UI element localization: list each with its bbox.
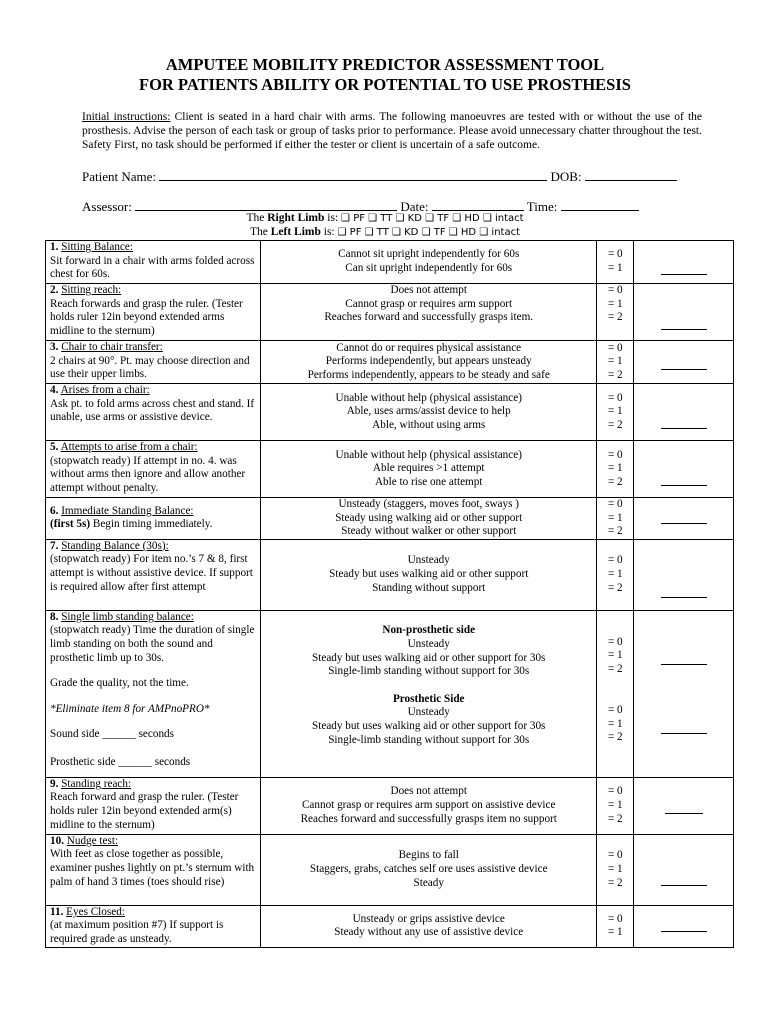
item-5-option-2: Able to rise one attempt	[374, 475, 483, 488]
item-8-p-option-0: Unsteady	[407, 706, 450, 719]
item-row-4	[46, 384, 734, 441]
item-4-question	[46, 384, 261, 441]
item-2-option-0: Does not attempt	[390, 284, 467, 296]
item-8-sound-side[interactable]: Sound side ______ seconds	[50, 728, 174, 741]
item-8-prosthetic-heading: Prosthetic Side	[392, 692, 465, 705]
item-7-option-0: Unsteady	[407, 554, 450, 567]
item-8-grade-note: Grade the quality, not the time.	[50, 677, 189, 690]
item-9-desc: Reach forward and grasp the ruler. (Tester holds ruler 12in beyond extended arm(s) midline to the sternum)	[50, 791, 239, 831]
item-3-score-blank[interactable]	[634, 341, 734, 384]
item-4-option-1: Able, uses arms/assist device to help	[346, 405, 511, 418]
item-1-options	[261, 241, 597, 284]
item-11-option-0: Unsteady or grips assistive device	[352, 912, 505, 925]
item-4-score-2: = 2	[607, 418, 623, 431]
item-6-scores	[597, 498, 634, 540]
item-4-option-0: Unable without help (physical assistance)	[335, 391, 522, 404]
item-8-eliminate-note: *Eliminate item 8 for AMPnoPRO*	[50, 702, 210, 715]
item-1-number: 1.	[50, 241, 59, 253]
item-5-options	[261, 441, 597, 498]
item-11-question	[46, 905, 261, 947]
item-2-option-1: Cannot grasp or requires arm support	[345, 297, 513, 310]
item-11-title: Eyes Closed:	[66, 905, 125, 918]
item-8-prosthetic-side[interactable]: Prosthetic side ______ seconds	[50, 755, 191, 768]
item-9-title: Standing reach:	[61, 777, 132, 790]
item-6-title: Immediate Standing Balance:	[61, 504, 194, 517]
item-10-number: 10.	[50, 834, 64, 847]
item-2-score-2: = 2	[607, 311, 623, 324]
item-6-desc: Begin timing immediately.	[90, 518, 213, 531]
item-row-8	[46, 610, 734, 777]
item-6-score-blank[interactable]	[634, 498, 734, 540]
item-9-option-1: Cannot grasp or requires arm support on assistive device	[301, 798, 556, 811]
item-4-score-1: = 1	[607, 405, 623, 418]
item-10-option-0: Begins to fall	[398, 849, 459, 862]
item-8-desc: (stopwatch ready) Time the duration of single limb standing on both the sound and prosthetic limb up to 30s.	[50, 624, 255, 664]
right-limb-row	[0, 212, 770, 224]
item-10-score-1: = 1	[607, 862, 623, 875]
item-4-score-blank[interactable]	[634, 384, 734, 441]
item-7-question	[46, 539, 261, 610]
item-10-score-2: = 2	[607, 876, 623, 889]
left-limb-options[interactable]: ❑ PF ❑ TT ❑ KD ❑ TF ❑ HD ❑ intact	[337, 227, 521, 238]
item-8-non-prosthetic-heading: Non-prosthetic side	[382, 624, 476, 637]
title-line-1: AMPUTEE MOBILITY PREDICTOR ASSESSMENT TOOL	[165, 55, 605, 74]
item-7-title: Standing Balance (30s):	[61, 539, 169, 552]
item-5-score-blank[interactable]	[634, 441, 734, 498]
item-7-option-2: Standing without support	[372, 581, 486, 594]
item-9-score-2: = 2	[607, 812, 623, 825]
item-1-score-blank[interactable]	[634, 241, 734, 284]
item-10-question	[46, 834, 261, 905]
assessor-field[interactable]	[135, 198, 397, 211]
item-2-score-0: = 0	[607, 284, 623, 296]
item-7-number: 7.	[50, 539, 59, 552]
item-8-p-score-1: = 1	[607, 717, 623, 730]
item-11-option-1: Steady without any use of assistive device	[334, 926, 524, 939]
item-1-question	[46, 241, 261, 284]
item-8-title: Single limb standing balance:	[61, 610, 194, 623]
item-10-desc: With feet as close together as possible, examiner pushes lightly on pt.’s sternum with palm of hand 3 times (toes should rise)	[50, 848, 255, 888]
item-row-5	[46, 441, 734, 498]
item-6-option-1: Steady using walking aid or other support	[335, 511, 523, 524]
item-5-number: 5.	[50, 441, 59, 453]
item-8-p-option-1: Steady but uses walking aid or other support for 30s	[312, 719, 546, 732]
item-2-question	[46, 284, 261, 341]
item-7-scores	[597, 539, 634, 610]
item-5-option-0: Unable without help (physical assistance)	[335, 448, 522, 461]
item-11-score-1: = 1	[607, 926, 623, 939]
right-limb-options[interactable]: ❑ PF ❑ TT ❑ KD ❑ TF ❑ HD ❑ intact	[341, 213, 524, 224]
item-7-score-2: = 2	[607, 581, 623, 594]
item-1-desc: Sit forward in a chair with arms folded across chest for 60s.	[50, 254, 255, 281]
item-3-number: 3.	[50, 341, 59, 353]
item-8-np-option-1: Steady but uses walking aid or other support for 30s	[312, 651, 546, 664]
item-6-score-0: = 0	[607, 498, 623, 510]
date-label: Date:	[400, 199, 429, 214]
item-4-score-0: = 0	[607, 391, 623, 404]
patient-name-field[interactable]	[159, 168, 547, 181]
right-limb-label: Right Limb	[267, 212, 325, 224]
item-3-option-0: Cannot do or requires physical assistance	[336, 341, 522, 354]
item-9-options	[261, 777, 597, 834]
item-1-option-0: Cannot sit upright independently for 60s	[338, 248, 520, 261]
title-block	[0, 55, 770, 95]
item-10-scores	[597, 834, 634, 905]
item-3-question	[46, 341, 261, 384]
item-7-desc: (stopwatch ready) For item no.’s 7 & 8, first attempt is without assistive device. If support is required allow after first attempt	[50, 553, 253, 593]
item-row-6	[46, 498, 734, 540]
item-6-score-1: = 1	[607, 511, 623, 524]
item-9-score-1: = 1	[607, 798, 623, 811]
instructions-label: Initial instructions:	[82, 111, 171, 123]
left-limb-prefix: The	[249, 226, 271, 238]
item-8-np-score-2: = 2	[607, 662, 623, 675]
item-2-score-blank[interactable]	[634, 284, 734, 341]
time-label: Time:	[526, 199, 558, 214]
patient-name-row	[82, 168, 677, 185]
item-10-score-0: = 0	[607, 849, 623, 862]
item-2-title: Sitting reach:	[61, 284, 122, 296]
item-9-question	[46, 777, 261, 834]
assessor-label: Assessor:	[82, 199, 132, 214]
item-3-options	[261, 341, 597, 384]
patient-name-label: Patient Name:	[82, 169, 157, 184]
item-8-options	[261, 610, 597, 777]
item-8-np-score-1: = 1	[607, 649, 623, 662]
item-6-option-2: Steady without walker or other support	[341, 525, 517, 538]
item-2-number: 2.	[50, 284, 59, 296]
item-3-option-1: Performs independently, but appears unsteady	[325, 355, 532, 368]
item-1-score-1: = 1	[607, 262, 623, 274]
item-4-number: 4.	[50, 384, 59, 396]
item-5-option-1: Able requires >1 attempt	[372, 462, 485, 475]
item-8-p-option-2: Single-limb standing without support for 30s	[328, 733, 530, 746]
item-8-np-option-2: Single-limb standing without support for 30s	[328, 665, 530, 678]
item-6-number: 6.	[50, 504, 59, 517]
item-5-score-1: = 1	[607, 462, 623, 475]
assessment-table	[45, 240, 734, 948]
item-7-score-0: = 0	[607, 554, 623, 567]
item-2-score-1: = 1	[607, 297, 623, 310]
title-line-2: FOR PATIENTS ABILITY OR POTENTIAL TO USE PROSTHESIS	[139, 75, 631, 94]
item-4-desc: Ask pt. to fold arms across chest and stand. If unable, use arms or assistive device.	[50, 397, 255, 424]
item-row-2	[46, 284, 734, 341]
item-row-3	[46, 341, 734, 384]
item-3-score-2: = 2	[607, 368, 623, 381]
item-5-score-2: = 2	[607, 475, 623, 488]
item-7-score-blank[interactable]	[634, 539, 734, 610]
item-5-scores	[597, 441, 634, 498]
left-limb-row	[0, 226, 770, 238]
item-1-title: Sitting Balance:	[61, 241, 133, 253]
item-8-number: 8.	[50, 610, 59, 623]
item-10-title: Nudge test:	[66, 834, 119, 847]
item-7-options	[261, 539, 597, 610]
item-11-options	[261, 905, 597, 947]
item-row-1	[46, 241, 734, 284]
item-4-options	[261, 384, 597, 441]
item-4-scores	[597, 384, 634, 441]
item-6-option-0: Unsteady (staggers, moves foot, sways )	[338, 498, 519, 510]
item-11-desc: (at maximum position #7) If support is required grade as unsteady.	[50, 919, 224, 945]
time-field[interactable]	[561, 198, 639, 211]
left-limb-label: Left Limb	[270, 226, 321, 238]
date-field[interactable]	[432, 198, 524, 211]
item-11-score-blank[interactable]	[634, 905, 734, 947]
item-1-scores	[597, 241, 634, 284]
item-5-desc: (stopwatch ready) If attempt in no. 4. was without arms then ignore and allow another attempt without penalty.	[50, 454, 246, 494]
item-9-option-0: Does not attempt	[390, 785, 467, 798]
item-6-options	[261, 498, 597, 540]
item-11-scores	[597, 905, 634, 947]
item-5-question	[46, 441, 261, 498]
item-10-option-2: Steady	[413, 876, 444, 889]
item-8-score-blanks[interactable]	[634, 610, 734, 777]
item-9-scores	[597, 777, 634, 834]
item-9-number: 9.	[50, 777, 59, 790]
item-3-score-1: = 1	[607, 355, 623, 368]
instructions-text: Client is seated in a hard chair with arms. The following manoeuvres are tested with or without the use of the prosthesis. Advise the person of each task or group of tasks prior to performance. Please avoid unnecessary chatter throughout the test. Safety First, no task should be performed if either the tester or client is uncertain of a safe outcome.	[82, 111, 702, 152]
right-limb-prefix: The	[246, 212, 268, 224]
item-6-desc-bold: (first 5s)	[50, 518, 91, 531]
item-2-scores	[597, 284, 634, 341]
item-3-desc: 2 chairs at 90°. Pt. may choose direction and use their upper limbs.	[50, 354, 250, 381]
item-5-score-0: = 0	[607, 448, 623, 461]
item-3-title: Chair to chair transfer:	[61, 341, 163, 353]
dob-field[interactable]	[585, 168, 677, 181]
item-8-np-option-0: Unsteady	[407, 638, 450, 650]
item-row-10	[46, 834, 734, 905]
item-4-title: Arises from a chair:	[60, 384, 150, 396]
item-6-score-2: = 2	[607, 525, 623, 538]
left-limb-suffix: is:	[320, 226, 338, 238]
item-8-np-score-0: = 0	[607, 635, 623, 648]
item-11-score-0: = 0	[607, 912, 623, 925]
item-1-option-1: Can sit upright independently for 60s	[345, 262, 513, 274]
item-4-option-2: Able, without using arms	[372, 418, 486, 431]
item-row-7	[46, 539, 734, 610]
item-3-option-2: Performs independently, appears to be steady and safe	[307, 368, 550, 381]
item-9-score-blank[interactable]	[634, 777, 734, 834]
item-10-score-blank[interactable]	[634, 834, 734, 905]
item-3-scores	[597, 341, 634, 384]
item-5-title: Attempts to arise from a chair:	[60, 441, 198, 453]
item-11-number: 11.	[50, 905, 64, 918]
item-7-option-1: Steady but uses walking aid or other support	[329, 567, 529, 580]
item-8-p-score-2: = 2	[607, 731, 623, 744]
item-3-score-0: = 0	[607, 341, 623, 354]
item-8-scores	[597, 610, 634, 777]
item-9-option-2: Reaches forward and successfully grasps item no support	[300, 812, 557, 825]
initial-instructions	[82, 110, 702, 153]
item-10-options	[261, 834, 597, 905]
item-2-options	[261, 284, 597, 341]
item-2-desc: Reach forwards and grasp the ruler. (Tester holds ruler 12in beyond extended arms midline to the sternum)	[50, 297, 243, 337]
item-row-9	[46, 777, 734, 834]
item-8-p-score-0: = 0	[607, 704, 623, 717]
item-2-option-2: Reaches forward and successfully grasps item.	[324, 311, 534, 324]
right-limb-suffix: is:	[324, 212, 342, 224]
dob-label: DOB:	[550, 169, 582, 184]
item-7-score-1: = 1	[607, 567, 623, 580]
item-6-question	[46, 498, 261, 540]
item-9-score-0: = 0	[607, 785, 623, 798]
item-1-score-0: = 0	[607, 248, 623, 261]
item-row-11	[46, 905, 734, 947]
item-10-option-1: Staggers, grabs, catches self ore uses assistive device	[309, 862, 548, 875]
item-8-question	[46, 610, 261, 777]
